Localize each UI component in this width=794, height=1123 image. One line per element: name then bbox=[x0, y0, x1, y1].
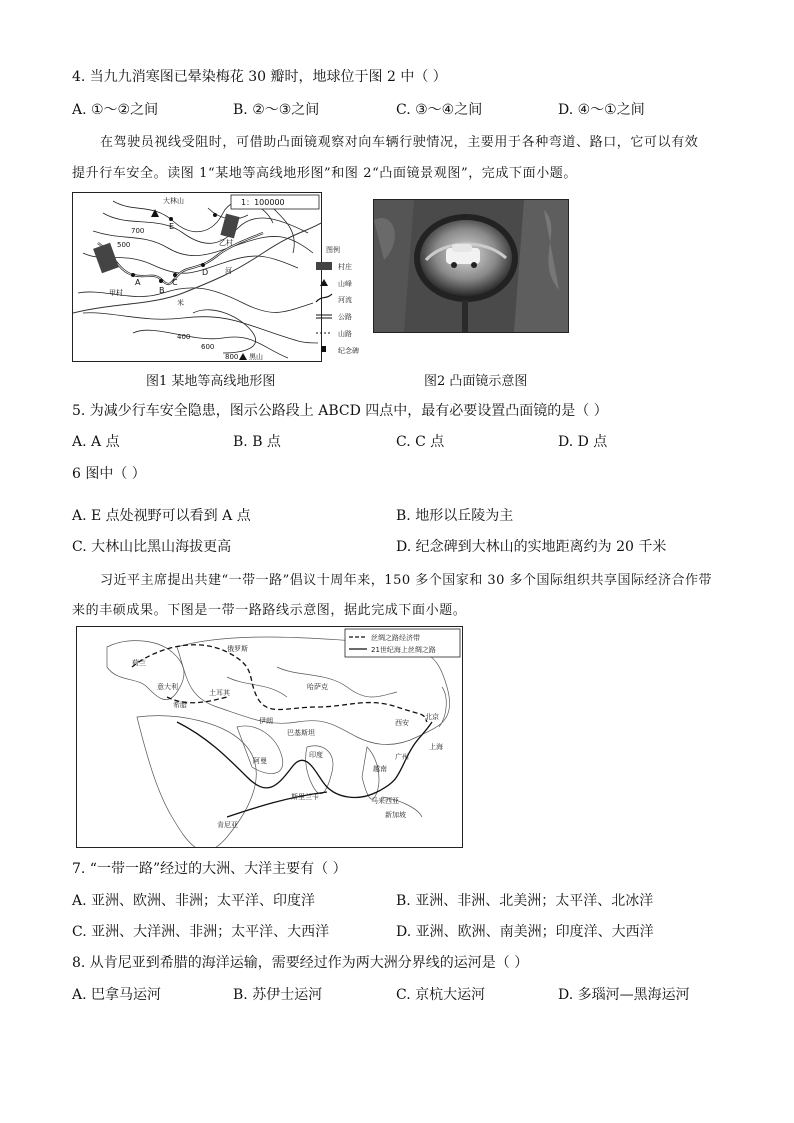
place-italy: 意大利 bbox=[157, 683, 178, 691]
q6-option-c[interactable]: C. 大林山比黑山海拔更高 bbox=[72, 539, 232, 555]
q5-option-b[interactable]: B. B 点 bbox=[233, 434, 281, 450]
point-a: A bbox=[135, 278, 141, 287]
q8-option-b[interactable]: B. 苏伊士运河 bbox=[233, 987, 323, 1003]
legend-mountain-path: 山路 bbox=[338, 330, 352, 338]
contour-map-legend bbox=[312, 240, 372, 360]
place-india: 印度 bbox=[309, 751, 323, 759]
legend-maritime-silk-road: 21世纪海上丝绸之路 bbox=[371, 646, 436, 654]
place-xian: 西安 bbox=[395, 719, 409, 727]
place-vietnam: 越南 bbox=[373, 765, 387, 773]
place-netherlands: 荷兰 bbox=[132, 659, 146, 667]
map1-scale: 1：100000 bbox=[241, 198, 285, 207]
place-beijing: 北京 bbox=[425, 713, 439, 721]
label-jiacun: 甲村 bbox=[109, 289, 123, 297]
q7-option-c[interactable]: C. 亚洲、大洋洲、非洲；太平洋、大西洋 bbox=[72, 924, 330, 940]
legend-river: 河流 bbox=[338, 296, 352, 304]
place-shanghai: 上海 bbox=[429, 743, 443, 751]
place-sri-lanka: 斯里兰卡 bbox=[291, 793, 319, 801]
intro1-line1: 在驾驶员视线受阻时，可借助凸面镜观察对向车辆行驶情况，主要用于各种弯道、路口，它可以有效 bbox=[100, 135, 699, 150]
q7-option-b[interactable]: B. 亚洲、非洲、北美洲；太平洋、北冰洋 bbox=[396, 893, 654, 909]
q5-stem: 5. 为减少行车安全隐患，图示公路段上 ABCD 四点中，最有必要设置凸面镜的是（ ） bbox=[72, 403, 608, 419]
legend-road: 公路 bbox=[338, 313, 352, 321]
contour-400: 400 bbox=[177, 333, 191, 341]
place-iran: 伊朗 bbox=[259, 717, 273, 725]
legend-monument: 纪念碑 bbox=[338, 347, 359, 355]
label-mi: 米 bbox=[177, 299, 184, 307]
point-d: D bbox=[202, 268, 209, 277]
place-russia: 俄罗斯 bbox=[227, 645, 248, 653]
place-guangzhou: 广州 bbox=[395, 753, 409, 761]
place-oman: 阿曼 bbox=[253, 757, 267, 765]
q5-option-d[interactable]: D. D 点 bbox=[558, 434, 608, 450]
place-kazakhstan: 哈萨克 bbox=[307, 683, 328, 691]
q5-option-c[interactable]: C. C 点 bbox=[396, 434, 445, 450]
legend-title: 图例 bbox=[326, 246, 340, 254]
q6-option-a[interactable]: A. E 点处视野可以看到 A 点 bbox=[72, 508, 251, 524]
intro2-line2: 来的丰硕成果。下图是一带一路路线示意图，据此完成下面小题。 bbox=[72, 603, 467, 618]
intro1-line2: 提升行车安全。读图 1“某地等高线地形图”和图 2“凸面镜景观图”，完成下面小题。 bbox=[72, 166, 577, 181]
q4-stem: 4. 当九九消寒图已晕染梅花 30 瓣时，地球位于图 2 中（ ） bbox=[72, 69, 447, 85]
place-singapore: 新加坡 bbox=[385, 811, 406, 819]
contour-map-svg bbox=[73, 193, 321, 361]
q8-option-c[interactable]: C. 京杭大运河 bbox=[396, 987, 486, 1003]
q4-option-a[interactable]: A. ①～②之间 bbox=[72, 102, 159, 118]
q7-option-d[interactable]: D. 亚洲、欧洲、南美洲；印度洋、大西洋 bbox=[396, 924, 654, 940]
label-yicun: 乙村 bbox=[219, 239, 233, 247]
contour-map-figure bbox=[72, 192, 322, 362]
label-dalin: 大林山 bbox=[163, 197, 184, 205]
contour-600: 600 bbox=[201, 343, 215, 351]
belt-road-map bbox=[76, 626, 463, 848]
contour-700: 700 bbox=[131, 227, 145, 235]
point-c: C bbox=[172, 278, 178, 287]
q6-option-b[interactable]: B. 地形以丘陵为主 bbox=[396, 508, 514, 524]
convex-mirror-photo bbox=[373, 199, 569, 333]
legend-peak: 山峰 bbox=[338, 280, 352, 288]
point-e: E bbox=[169, 222, 175, 231]
label-heishan: 黑山 bbox=[249, 353, 263, 361]
fig2-caption: 图2 凸面镜示意图 bbox=[424, 374, 528, 389]
point-b: B bbox=[159, 286, 165, 295]
intro2-line1: 习近平主席提出共建“一带一路”倡议十周年来，150 多个国家和 30 多个国际组织共享国际经济合作带 bbox=[100, 573, 713, 588]
fig1-caption: 图1 某地等高线地形图 bbox=[146, 374, 276, 389]
contour-800: 800 bbox=[225, 353, 239, 361]
q8-option-d[interactable]: D. 多瑙河—黑海运河 bbox=[558, 987, 690, 1003]
place-greece: 希腊 bbox=[173, 701, 187, 709]
q4-option-b[interactable]: B. ②～③之间 bbox=[233, 102, 320, 118]
q6-stem: 6 图中（ ） bbox=[72, 466, 146, 482]
legend-silk-road-belt: 丝绸之路经济带 bbox=[371, 634, 420, 642]
contour-500: 500 bbox=[117, 241, 131, 249]
q6-option-d[interactable]: D. 纪念碑到大林山的实地距离约为 20 千米 bbox=[396, 539, 667, 555]
q7-option-a[interactable]: A. 亚洲、欧洲、非洲；太平洋、印度洋 bbox=[72, 893, 316, 909]
place-pakistan: 巴基斯坦 bbox=[287, 729, 315, 737]
legend-village: 村庄 bbox=[338, 263, 352, 271]
q4-option-c[interactable]: C. ③～④之间 bbox=[396, 102, 483, 118]
q8-option-a[interactable]: A. 巴拿马运河 bbox=[72, 987, 162, 1003]
place-malaysia: 马来西亚 bbox=[371, 797, 399, 805]
q7-stem: 7. “一带一路”经过的大洲、大洋主要有（ ） bbox=[72, 861, 347, 877]
label-river: 河 bbox=[225, 267, 232, 275]
q8-stem: 8. 从肯尼亚到希腊的海洋运输，需要经过作为两大洲分界线的运河是（ ） bbox=[72, 955, 529, 971]
place-turkey: 土耳其 bbox=[209, 689, 230, 697]
q4-option-d[interactable]: D. ④～①之间 bbox=[558, 102, 645, 118]
place-kenya: 肯尼亚 bbox=[217, 821, 238, 829]
q5-option-a[interactable]: A. A 点 bbox=[72, 434, 120, 450]
